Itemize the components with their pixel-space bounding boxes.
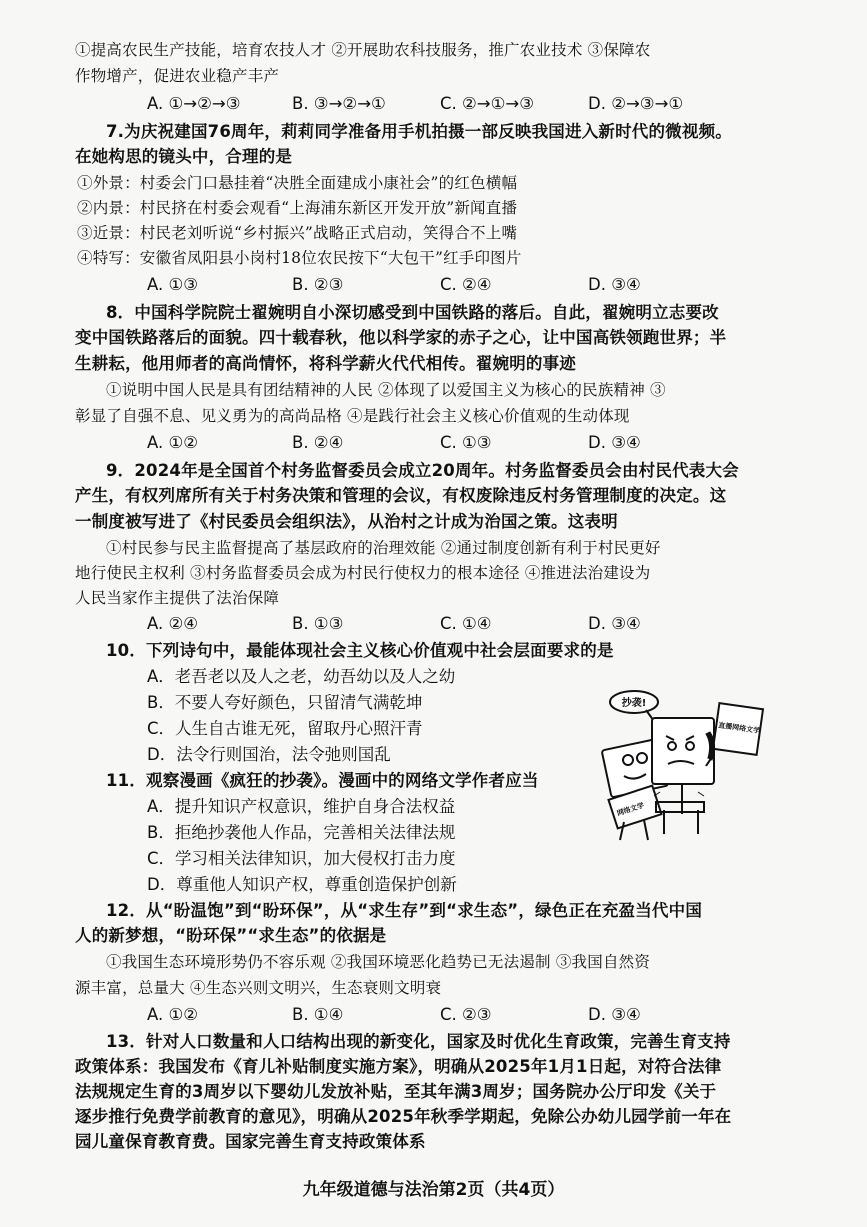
q9-stem-line2: 产生，有权列席所有关于村务决策和管理的会议，有权废除违反村务管理制度的决定。这 [75, 486, 727, 505]
q9-option-b: B. ①③ [292, 614, 344, 633]
q7-stem-line1: 7.为庆祝建国76周年，莉莉同学准备用手机拍摄一部反映我国进入新时代的微视频。 [106, 122, 733, 141]
q10-option-d: D．法令行则国治，法令弛则国乱 [147, 745, 391, 764]
q11-option-d: D．尊重他人知识产权，尊重创造保护创新 [147, 875, 457, 894]
q10-option-a: A．老吾老以及人之老，幼吾幼以及人之幼 [147, 667, 456, 686]
q13-stem-line5: 园儿童保育教育费。国家完善生育支持政策体系 [75, 1132, 426, 1151]
q12-stem-line1: 12．从“盼温饱”到“盼环保”，从“求生存”到“求生态”，绿色正在充盈当代中国 [106, 901, 703, 920]
cartoon-board-text: 网络文学 [616, 801, 646, 818]
q9-option-d: D. ③④ [588, 614, 641, 633]
q8-option-b: B. ②④ [292, 433, 344, 452]
q11-stem: 11．观察漫画《疯狂的抄袭》。漫画中的网络文学作者应当 [106, 771, 539, 790]
q6-option-b: B. ③→②→① [292, 94, 386, 113]
q10-stem: 10．下列诗句中，最能体现社会主义核心价值观中社会层面要求的是 [106, 641, 614, 660]
q8-stem-line2: 变中国铁路落后的面貌。四十载春秋，他以科学家的赤子之心，让中国高铁领跑世界；半 [75, 328, 727, 347]
q10-option-b: B．不要人夸好颜色，只留清气满乾坤 [147, 693, 423, 712]
q7-item-1: ①外景：村委会门口悬挂着“决胜全面建成小康社会”的红色横幅 [77, 174, 518, 192]
q9-option-c: C. ①④ [440, 614, 492, 633]
q8-stem-line1: 8．中国科学院院士翟婉明自小深切感受到中国铁路的落后。自此，翟婉明立志要改 [106, 303, 719, 322]
q12-statements-line2: 源丰富，总量大 ④生态兴则文明兴，生态衰则文明衰 [75, 979, 442, 997]
q6-option-a: A. ①→②→③ [147, 94, 241, 113]
q9-statements-line3: 人民当家作主提供了法治保障 [75, 589, 280, 607]
cartoon-bubble-text: 抄袭! [621, 698, 647, 709]
q9-stem-line1: 9．2024年是全国首个村务监督委员会成立20周年。村务监督委员会由村民代表大会 [106, 461, 739, 480]
q11-option-a: A．提升知识产权意识，维护自身合法权益 [147, 797, 456, 816]
q13-stem-line3: 法规规定生育的3周岁以下婴幼儿发放补贴，至其年满3周岁；国务院办公厅印发《关于 [75, 1082, 717, 1101]
q7-stem-line2: 在她构思的镜头中，合理的是 [75, 147, 293, 166]
q12-option-a: A. ①② [147, 1005, 199, 1024]
q13-stem-line1: 13．针对人口数量和人口结构出现的新变化，国家及时优化生育政策，完善生育支持 [106, 1032, 731, 1051]
q9-stem-line3: 一制度被写进了《村民委员会组织法》，从治村之计成为治国之策。这表明 [75, 512, 618, 531]
plagiarism-cartoon [594, 684, 774, 844]
q10-option-c: C．人生自古谁无死，留取丹心照汗青 [147, 719, 423, 738]
q8-option-c: C. ①③ [440, 433, 492, 452]
q7-option-d: D. ③④ [588, 275, 641, 294]
q8-option-d: D. ③④ [588, 433, 641, 452]
q8-option-a: A. ①② [147, 433, 199, 452]
q8-statements-line2: 彰显了自强不息、见义勇为的高尚品格 ④是践行社会主义核心价值观的生动体现 [75, 407, 630, 425]
q8-stem-line3: 生耕耘，他用师者的高尚情怀，将科学薪火代代相传。翟婉明的事迹 [75, 354, 576, 373]
q7-option-b: B. ②③ [292, 275, 344, 294]
q12-statements-line1: ①我国生态环境形势仍不容乐观 ②我国环境恶化趋势已无法遏制 ③我国自然资 [106, 953, 651, 971]
q7-item-3: ③近景：村民老刘听说“乡村振兴”战略正式启动，笑得合不上嘴 [77, 224, 518, 242]
page-footer: 九年级道德与法治第2页（共4页） [302, 1180, 565, 1200]
q8-statements-line1: ①说明中国人民是具有团结精神的人民 ②体现了以爱国主义为核心的民族精神 ③ [106, 381, 666, 399]
q7-option-c: C. ②④ [440, 275, 492, 294]
q13-stem-line2: 政策体系：我国发布《育儿补贴制度实施方案》，明确从2025年1月1日起，对符合法律 [75, 1057, 722, 1076]
q7-option-a: A. ①③ [147, 275, 199, 294]
q9-statements-line2: 地行使民主权利 ③村务监督委员会成为村民行使权力的根本途径 ④推进法治建设为 [75, 564, 651, 582]
q7-item-2: ②内景：村民挤在村委会观看“上海浦东新区开发开放”新闻直播 [77, 199, 518, 217]
q6-option-c: C. ②→①→③ [440, 94, 535, 113]
q6-statements-line1: ①提高农民生产技能，培育农技人才 ②开展助农科技服务，推广农业技术 ③保障农 [75, 41, 651, 59]
q12-option-b: B. ①④ [292, 1005, 344, 1024]
q9-statements-line1: ①村民参与民主监督提高了基层政府的治理效能 ②通过制度创新有利于村民更好 [106, 539, 661, 557]
q12-option-d: D. ③④ [588, 1005, 641, 1024]
cartoon-sign-text: 直播网络文学 [717, 721, 761, 736]
q11-option-b: B．拒绝抄袭他人作品，完善相关法律法规 [147, 823, 456, 842]
q11-option-c: C．学习相关法律知识，加大侵权打击力度 [147, 849, 456, 868]
q6-statements-line2: 作物增产，促进农业稳产丰产 [75, 67, 280, 85]
q9-option-a: A. ②④ [147, 614, 199, 633]
q12-stem-line2: 人的新梦想，“盼环保”“求生态”的依据是 [75, 926, 387, 945]
q13-stem-line4: 逐步推行免费学前教育的意见》，明确从2025年秋季学期起，免除公办幼儿园学前一年在 [75, 1107, 732, 1126]
q6-option-d: D. ②→③→① [588, 94, 684, 113]
q7-item-4: ④特写：安徽省凤阳县小岗村18位农民按下“大包干”红手印图片 [77, 249, 522, 267]
q12-option-c: C. ②③ [440, 1005, 492, 1024]
